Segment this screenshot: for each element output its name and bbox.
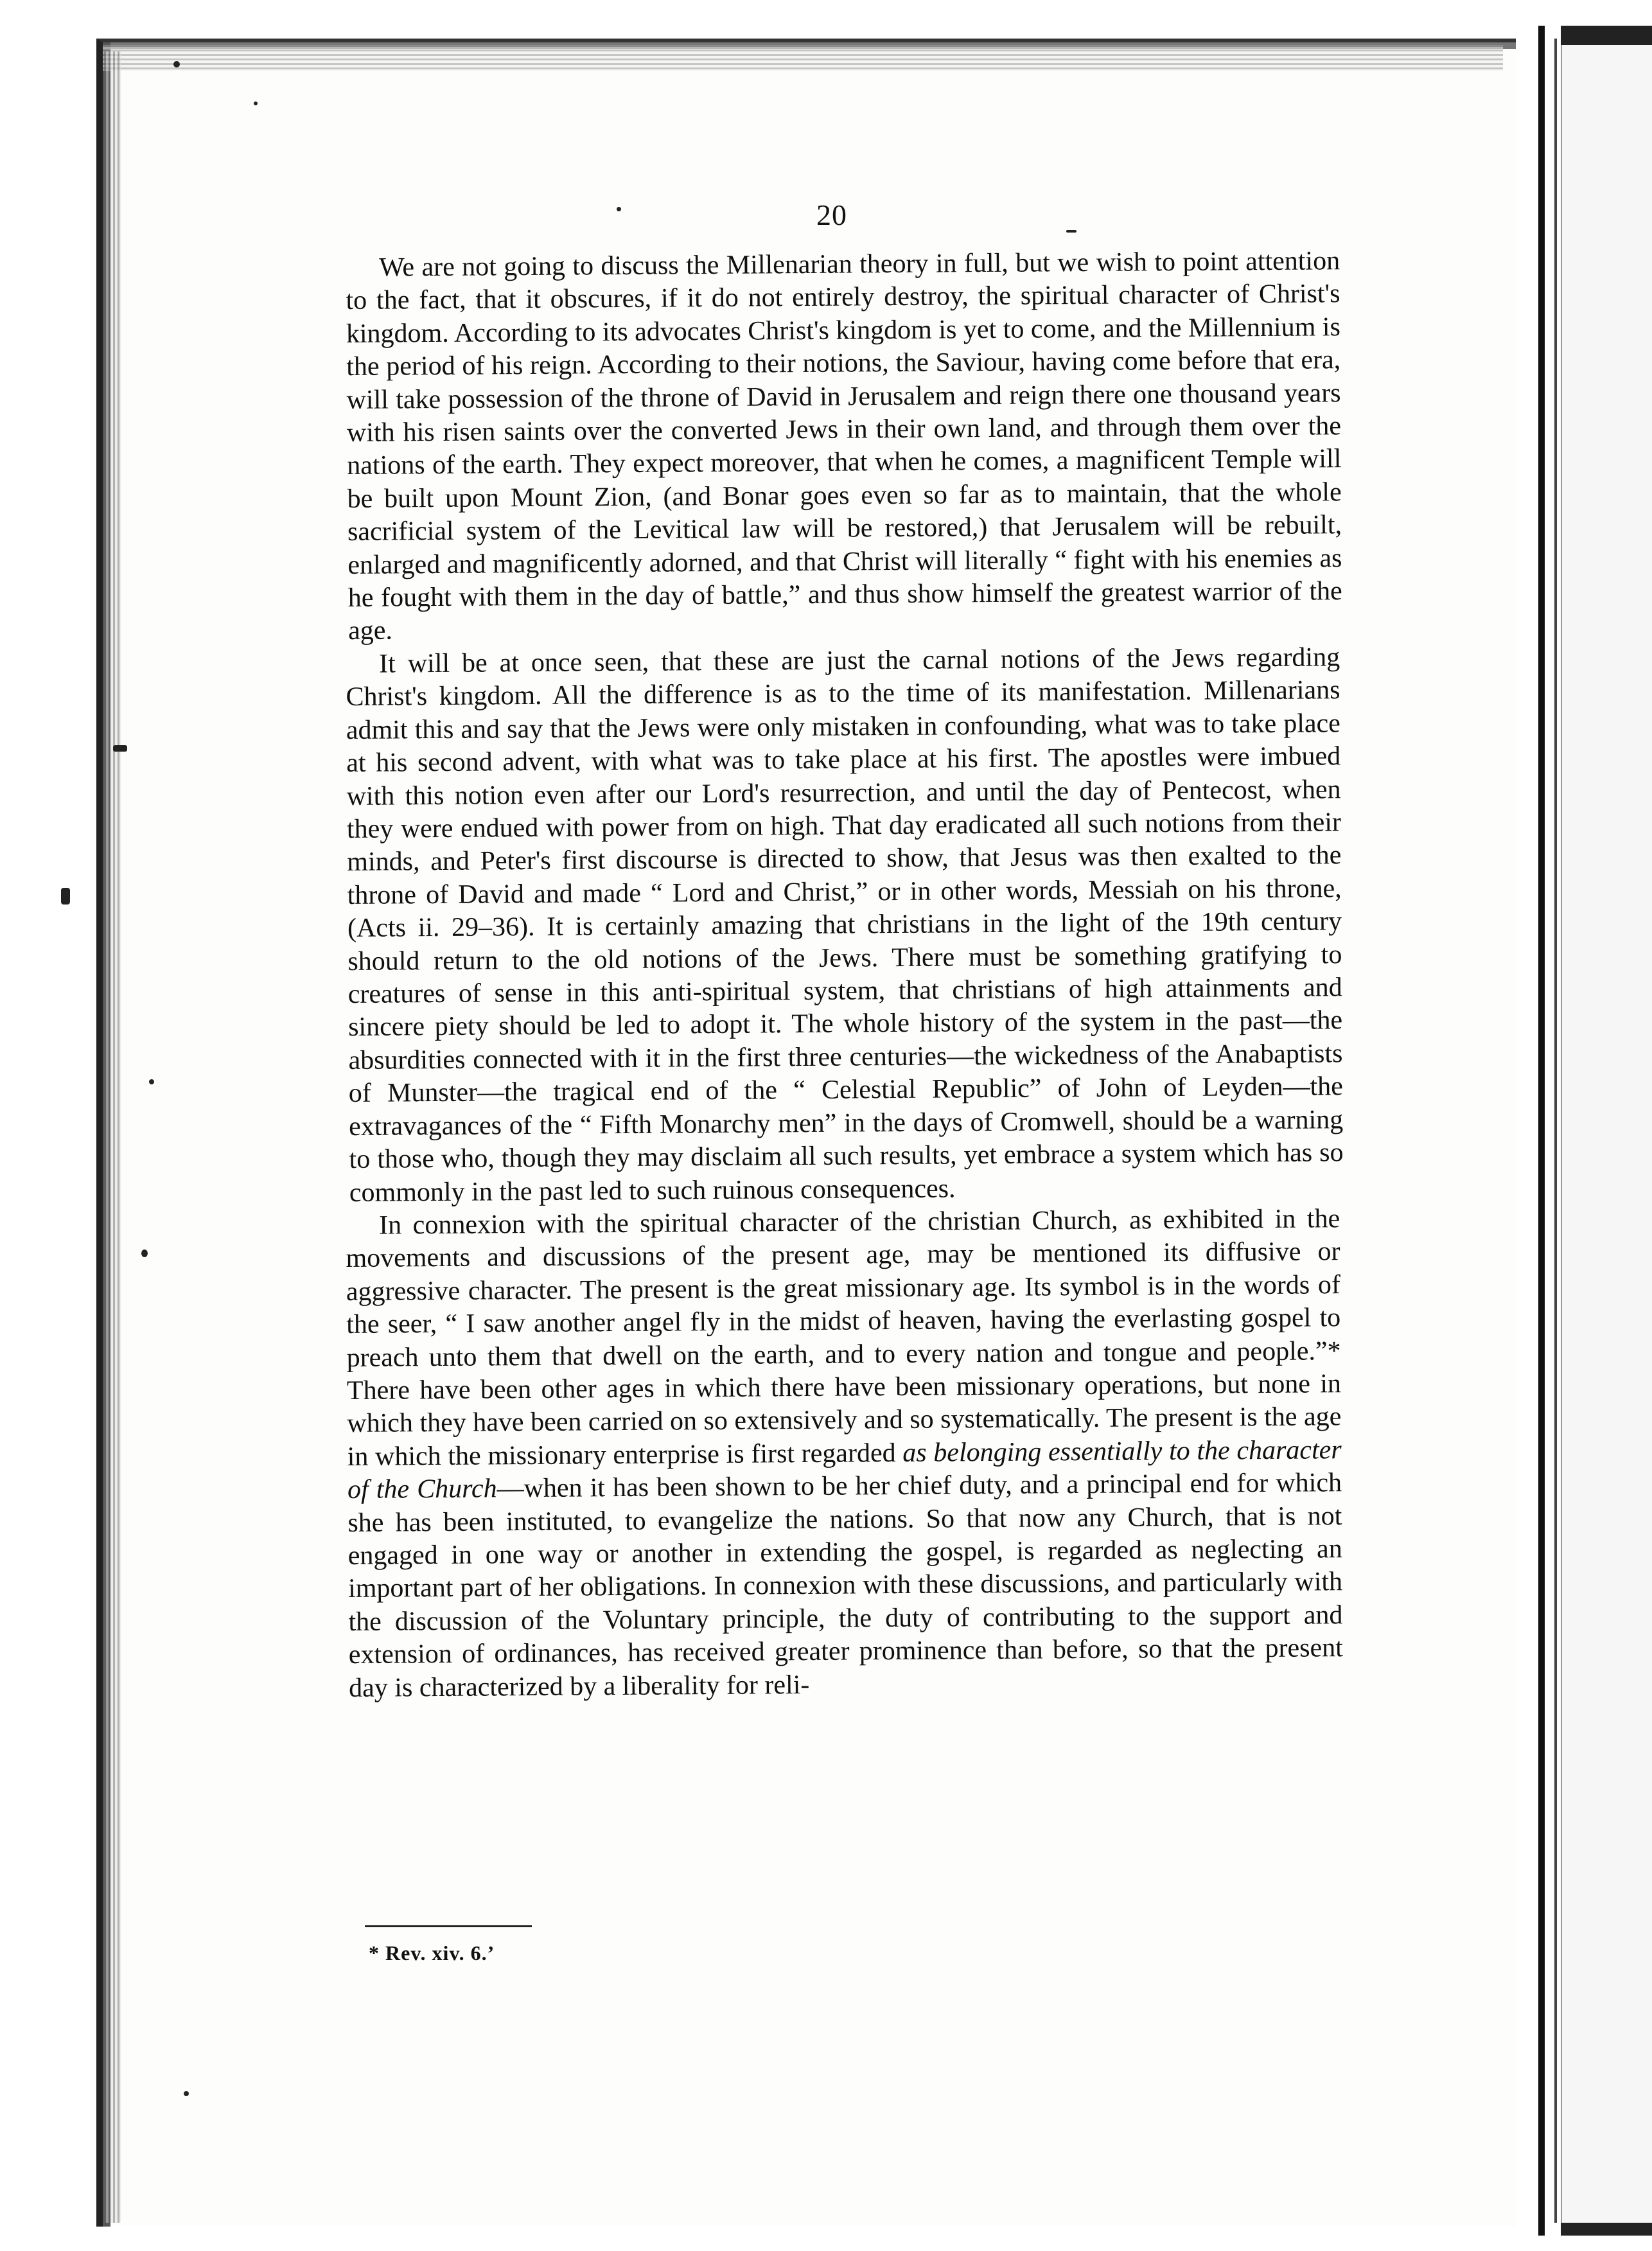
paragraph-text: —when it has been shown to be her chief duty, and a principal end for which she has been instituted, to evangelize the nations. So that now any Church, that is not engaged in one way or another in extending the gospel, is regarded as neglecting an important part of her obligations. In connexion with these discussions, and particularly with the discussion of the Voluntary principle, the duty of contributing to the support and extension of ordinances, has received greater prominence than before, so that the present day is characterized by a liberality for reli- (347, 1468, 1343, 1703)
paragraph (346, 1203, 1343, 1705)
adjacent-page-top-edge (1561, 26, 1652, 45)
adjacent-page (1561, 26, 1652, 2236)
page-edge-left (104, 51, 121, 2223)
scan-speck (184, 2091, 189, 2096)
page-edge-top (103, 45, 1503, 71)
footnote: * Rev. xiv. 6.ʼ (369, 1941, 495, 1964)
scan-margin-left (0, 0, 64, 2251)
scan-speck (254, 102, 258, 105)
emphasis-text: as belonging essentially to the character of the Church (347, 1434, 1342, 1505)
footnote-rule (365, 1925, 532, 1927)
scan-speck (149, 1079, 154, 1084)
adjacent-page-bottom-edge (1561, 2223, 1652, 2236)
scan-speck (1066, 230, 1076, 233)
gutter-shadow-inner (1554, 39, 1557, 2223)
paragraph: We are not going to discuss the Millenarian theory in full, but we wish to point attention to the fact, that it obscures, if it do not entirely destroy, the spiritual character of Christ's kingdom. According to its advocates Christ's kingdom is yet to come, and the Millennium is the period of his reign. According to their notions, the Saviour, having come before that era, will take possession of the throne of David in Jerusalem and reign there one thousand years with his risen saints over the converted Jews in their own land, and through them over the nations of the earth. They expect moreover, that when he comes, a magnificent Temple will be built upon Mount Zion, (and Bonar goes even so far as to maintain, that the whole sacrificial system of the Levitical law will be restored,) that Jerusalem will be rebuilt, enlarged and magnificently adorned, and that Christ will literally “ fight with his enemies as he fought with them in the day of battle,” and thus show himself the greatest warrior of the age. (346, 246, 1342, 646)
paragraph: It will be at once seen, that these are just the carnal notions of the Jews regarding Christ's kingdom. All the difference is as to the time of its manifestation. Millenarians admit this and say that the Jews were only mistaken in confounding, what was to take place at his second advent, with what was to take place at his first. The apostles were imbued with this notion even after our Lord's resurrection, and until the day of Pentecost, when they were endued with power from on high. That day eradicated all such notions from their minds, and Peter's first discourse is directed to show, that Jesus was then exalted to the throne of David and made “ Lord and Christ,” or in other words, Messiah on his throne, (Acts ii. 29–36). It is certainly amazing that christians in the light of the 19th century should return to the old notions of the Jews. There must be something gratifying to creatures of sense in this anti-spiritual system, that christians of high attainments and sincere piety should be led to adopt it. The whole history of the system in the past—the absurdities connected with it in the first three centuries—the wickedness of the Anabaptists of Munster—the tragical end of the “ Celestial Republic” of John of Leyden—the extravagances of the “ Fifth Monarchy men” in the days of Cromwell, should be a warning to those who, though they may disclaim all such results, yet embrace a system which has so commonly in the past led to such ruinous consequences. (346, 642, 1344, 1208)
scan-speck (113, 745, 127, 752)
scan-speck (61, 888, 70, 905)
paragraph-text: In connexion with the spiritual character of the christian Church, as exhibited in the movements and discussions of the present age, may be mentioned its diffusive or aggressive character. The present is the great missionary age. Its symbol is in the words of the seer, “ I saw another angel fly in the midst of heaven, having the everlasting gospel to preach unto them that dwell on the earth, and to every nation and tongue and people.”* There have been other ages in which there have been missionary operations, but none in which they have been carried on so extensively and so systematically. The present is the age in which the missionary enterprise is first regarded (346, 1203, 1342, 1472)
scan-speck (173, 61, 180, 67)
scan-speck (141, 1249, 148, 1257)
gutter-shadow (1538, 26, 1545, 2236)
scan-speck (617, 207, 621, 211)
page-number: 20 (816, 199, 847, 231)
body-text (346, 246, 1344, 1705)
